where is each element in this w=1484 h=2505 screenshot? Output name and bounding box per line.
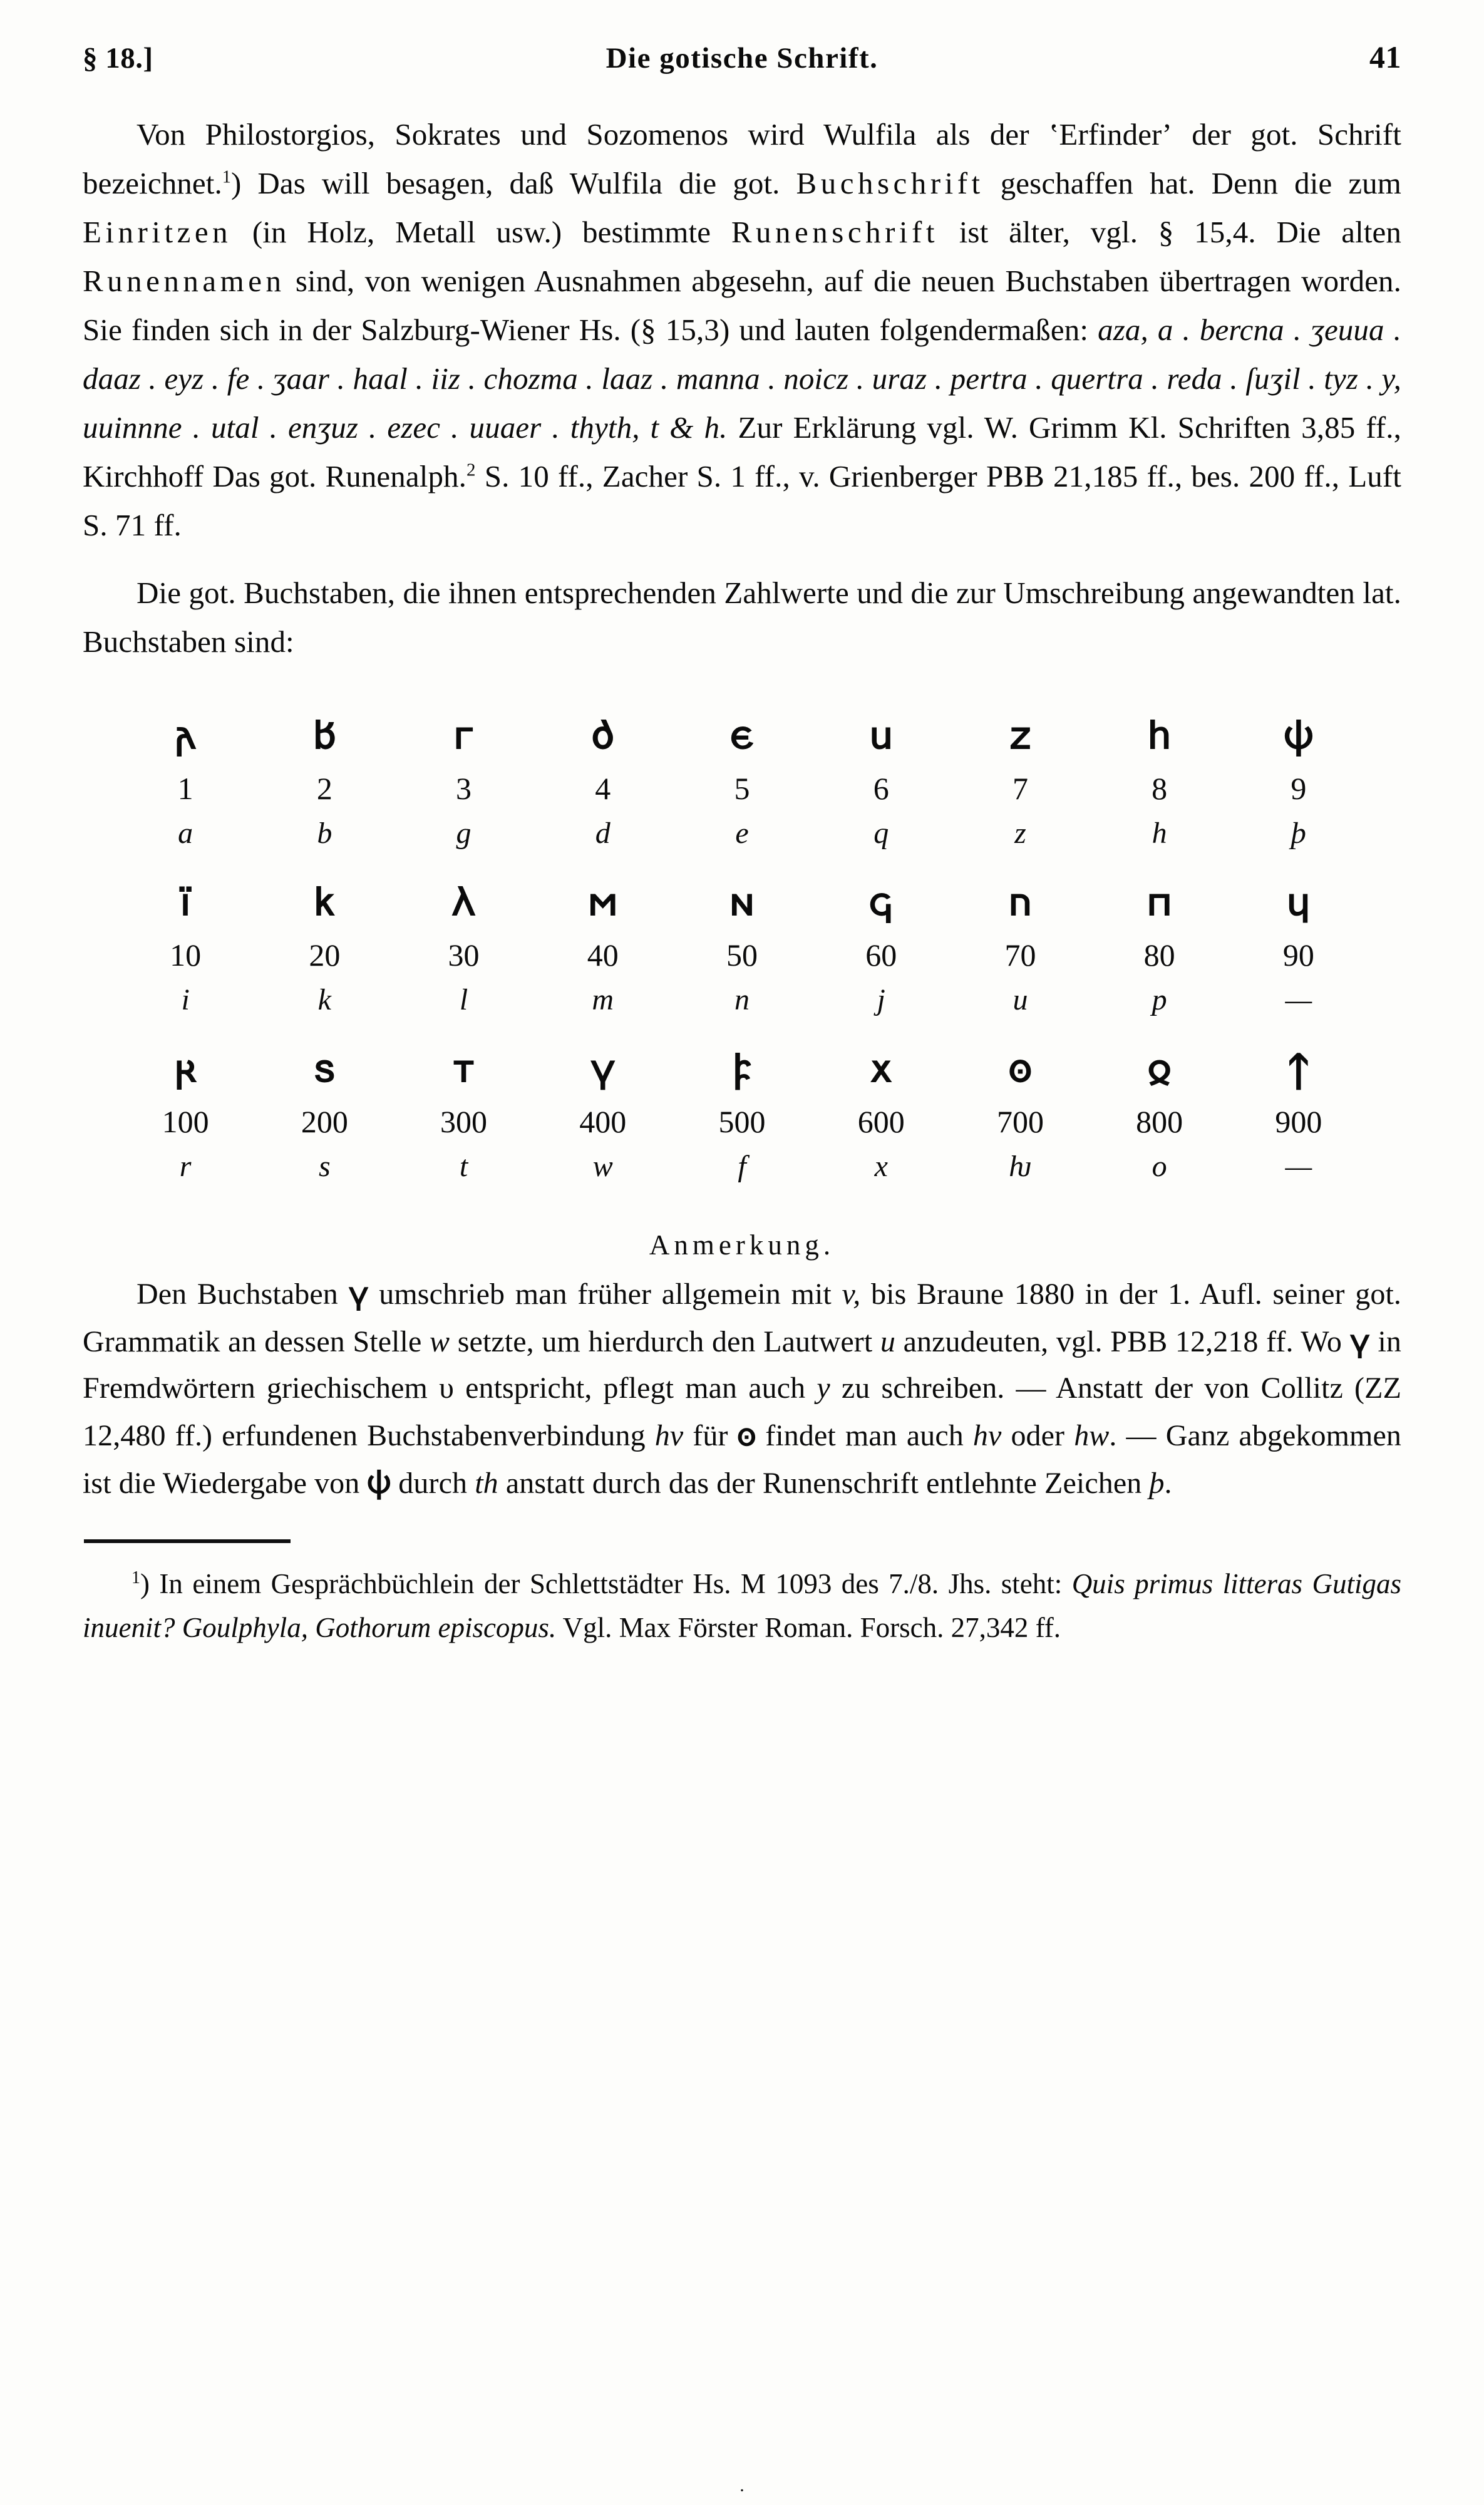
spaced-buchschrift: Buchschrift [796,166,984,200]
gothic-glyph: 𐌶 [1010,712,1031,758]
numeral-value: 3 [456,771,472,806]
anm-seg4: setzte, um hierdurch den Lautwert [450,1325,880,1358]
anm-seg3: bis Braune 1880 in der 1. Aufl. seiner got. Grammatik an dessen Stelle [83,1278,1401,1358]
translit-value: i [181,983,190,1016]
translit-value: g [456,817,471,850]
translit-value: e [735,817,749,850]
p1-seg5: (in Holz, Metall usw.) bestimmte [232,215,731,249]
p1-seg6: ist älter, vgl. § 15,4. Die alten [938,215,1401,249]
gothic-glyph: 𐍄 [453,1045,475,1091]
p1-seg7: sind, von wenigen Ausnahmen abgesehn, auf die neuen Buchstaben übertragen worden. Sie finden sich in der Salzburg-Wiener Hs. (§ 15,3) und lauten folgendermaßen: [83,264,1401,347]
numeral-value: 30 [448,937,480,973]
gothic-glyph: 𐌷 [1148,712,1171,758]
p1-seg9: S. 10 ff., Zacher S. 1 ff., v. Grienberger PBB 21,185 ff., bes. 200 ff., Luft S. 71 ff. [83,459,1401,542]
numeral-value: 80 [1143,937,1175,973]
gothic-glyph: 𐌳 [592,712,614,758]
italic-hw: hw [1074,1419,1110,1452]
alphabet-block-2 [116,872,1368,1022]
spaced-runennamen: Runennamen [83,264,286,298]
gothic-glyph: 𐍉 [1148,1045,1171,1091]
anm-seg14: anstatt durch das der Runenschrift entlehnte Zeichen [498,1467,1150,1500]
p1-seg3: ) Das will besagen, daß Wulfila die got. [230,166,796,200]
translit-value: f [738,1150,746,1183]
numeral-value: 600 [857,1104,905,1139]
anm-seg11: oder [1001,1419,1074,1452]
translit-value: þ [1291,817,1306,850]
anm-seg15: . [1164,1467,1172,1500]
gothic-glyph: 𐍅 [590,1045,616,1091]
annotation-paragraph [83,1270,1401,1507]
translit-value: n [734,983,750,1016]
glyph-row-3 [116,1038,1368,1098]
gothic-alphabet-table [116,705,1368,1189]
gothic-glyph-w: 𐍅 [348,1275,369,1311]
gothic-glyph: 𐌰 [175,712,196,758]
numeral-value: 100 [162,1104,209,1139]
gothic-glyph: 𐌹̈ [180,879,191,924]
annotation-section [83,1229,1401,1507]
gothic-glyph: 𐍂 [175,1045,197,1091]
p2-text: Die got. Buchstaben, die ihnen entsprechenden Zahlwerte und die zur Umschreibung angewandten lat. Buchstaben sind: [83,576,1401,659]
bottom-page-mark: . [739,2475,745,2496]
greek-upsilon: υ [439,1371,454,1405]
spaced-runenschrift: Runenschrift [731,215,939,249]
gothic-glyph-w-2: 𐍅 [1349,1323,1370,1359]
fn-seg2: Vgl. Max Förster Roman. Forsch. 27,342 ff. [556,1612,1061,1643]
gothic-glyph: 𐍃 [314,1045,334,1091]
page-number: 41 [1369,39,1401,75]
numeral-row-2 [116,932,1368,978]
numeral-value: 90 [1282,937,1314,973]
page-title: Die gotische Schrift. [605,42,879,75]
translit-value: d [595,817,611,850]
anm-seg1: Den Buchstaben [137,1278,349,1311]
numeral-value: 7 [1012,771,1028,806]
anm-seg7: entspricht, pflegt man auch [453,1371,817,1405]
translit-value: h [1152,817,1167,850]
translit-value: — [1285,983,1312,1016]
translit-row-1 [116,812,1368,855]
fn-seg1: ) In einem Gesprächbüchlein der Schlettstädter Hs. M 1093 des 7./8. Jhs. steht: [140,1568,1072,1599]
italic-hv: hv [654,1419,684,1452]
footnote-separator [84,1539,291,1543]
translit-value: p [1152,983,1167,1016]
translit-value: w [592,1150,613,1183]
gothic-glyph: 𐍈 [1009,1045,1032,1091]
numeral-value: 10 [170,937,202,973]
translit-value: t [459,1150,468,1183]
numeral-value: 900 [1275,1104,1322,1139]
p1-seg1: Von Philostorgios, Sokrates und Sozomenos wird Wulfila als der [137,117,1049,152]
numeral-value: 60 [865,937,897,973]
gothic-glyph: 𐌼 [588,879,617,924]
anm-seg2: umschrieb man früher allgemein mit [368,1278,842,1311]
gothic-glyph: 𐍊 [1289,1045,1309,1091]
gothic-glyph: 𐍁 [1287,879,1310,924]
italic-w: w [430,1325,450,1358]
section-marker: § 18.] [83,42,153,75]
translit-value: q [873,817,889,850]
translit-value: k [317,983,331,1016]
numeral-value: 50 [726,937,758,973]
translit-value: s [318,1150,331,1183]
italic-y: y [817,1371,830,1405]
p1-seg8: Zur Erklärung vgl. W. Grimm Kl. Schriften 3,85 ff., Kirchhoff Das got. Runenalph. [83,410,1402,493]
numeral-value: 200 [301,1104,348,1139]
italic-th: th [475,1467,498,1500]
latin-quotation: Quis primus litteras Gutigas inuenit? Goulphyla, Gothorum episcopus. [83,1568,1402,1643]
gothic-glyph: 𐍀 [1147,879,1172,924]
numeral-value: 4 [595,771,611,806]
gothic-glyph: 𐌲 [454,712,473,758]
alphabet-block-1 [116,705,1368,855]
translit-value: o [1152,1150,1167,1183]
footnote-1 [83,1562,1401,1650]
anm-seg13: durch [391,1467,475,1500]
translit-value: u [1013,983,1028,1016]
numeral-value: 500 [718,1104,766,1139]
numeral-value: 40 [587,937,619,973]
numeral-value: 400 [579,1104,627,1139]
gothic-glyph: 𐌾 [869,879,893,924]
anm-seg5: anzudeuten, vgl. PBB 12,218 ff. Wo [895,1325,1350,1358]
gothic-glyph: 𐍆 [733,1045,751,1091]
footnote-number: 1 [131,1568,140,1588]
p1-seg2: der got. Schrift bezeichnet. [83,117,1401,200]
translit-value: m [592,983,614,1016]
gothic-glyph: 𐌱 [313,712,336,758]
numeral-value: 6 [873,771,889,806]
glyph-row-2 [116,872,1368,932]
translit-value: x [874,1150,888,1183]
italic-thorn: þ [1149,1467,1165,1500]
gothic-glyph-hwair: 𐍈 [737,1417,756,1453]
translit-value: b [317,817,332,850]
numeral-value: 5 [734,771,750,806]
anm-seg6: in Fremdwörtern griechischem [83,1325,1401,1405]
numeral-row-1 [116,765,1368,812]
rune-names-list: aza, a . bercna . ʒeuua . daaz . eyz . fe . ʒaar . haal . iiz . chozma . laaz . manna . noicz . uraz . pertra . quertra . reda . ſuʒil . tyz . y, uuinnne . utal . enʒuz . ezec . uuaer . thyth, t & h. [83,312,1401,445]
anm-seg9: für [683,1419,738,1452]
translit-value: j [877,983,885,1016]
numeral-value: 9 [1291,771,1307,806]
erfinder-quote: ʽErfinderʼ [1049,117,1172,152]
translit-value: l [459,983,468,1016]
italic-v: v, [842,1278,861,1311]
alphabet-block-3 [116,1038,1368,1189]
italic-u: u [880,1325,895,1358]
numeral-value: 800 [1136,1104,1183,1139]
gothic-glyph: 𐌺 [314,879,335,924]
numeral-value: 2 [316,771,332,806]
anm-seg8: zu schreiben. — Anstatt der von Collitz (ZZ 12,480 ff.) erfundenen Buchstabenverbindung [83,1371,1401,1452]
paragraph-1 [83,110,1401,550]
edition-superscript: 2 [466,460,476,480]
translit-row-2 [116,978,1368,1022]
italic-hv-2: hv [972,1419,1002,1452]
translit-value: ƕ [1009,1150,1032,1183]
translit-value: — [1285,1150,1312,1183]
translit-row-3 [116,1145,1368,1189]
numeral-value: 70 [1004,937,1036,973]
translit-value: r [179,1150,192,1183]
spaced-einritzen: Einritzen [83,215,232,249]
translit-value: z [1014,817,1026,850]
glyph-row-1 [116,705,1368,765]
anm-seg10: findet man auch [756,1419,973,1452]
gothic-glyph: 𐌵 [870,712,893,758]
p1-seg4: geschaffen hat. Denn die zum [984,166,1401,200]
numeral-value: 700 [996,1104,1044,1139]
footnote-marker-1: 1 [222,167,231,187]
numeral-row-3 [116,1098,1368,1145]
gothic-glyph: 𐌽 [729,879,755,924]
paragraph-2 [83,569,1401,666]
numeral-value: 20 [309,937,341,973]
numeral-value: 1 [177,771,193,806]
gothic-glyph: 𐌿 [1009,879,1032,924]
gothic-glyph: 𐌴 [730,712,754,758]
numeral-value: 300 [440,1104,488,1139]
gothic-glyph: 𐍇 [870,1045,892,1091]
anm-seg12: . — Ganz abgekommen ist die Wiedergabe von [83,1419,1402,1500]
gothic-glyph-thiuth: 𐌸 [367,1464,391,1500]
numeral-value: 8 [1152,771,1168,806]
gothic-glyph: 𐌻 [451,879,476,924]
annotation-heading: Anmerkung. [649,1229,835,1261]
gothic-glyph: 𐌸 [1284,712,1314,758]
translit-value: a [178,817,193,850]
running-head [83,39,1401,83]
